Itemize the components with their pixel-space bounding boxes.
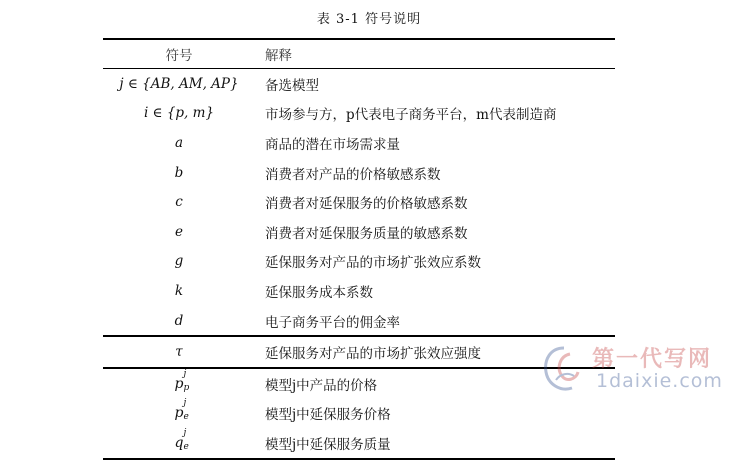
meaning-cell: 消费者对延保服务的价格敏感系数	[265, 196, 468, 213]
meaning-cell: 延保服务成本系数	[265, 284, 373, 301]
symbol-base: q	[174, 434, 184, 451]
table-row	[103, 158, 615, 188]
symbol-cell: e	[175, 223, 183, 240]
meaning-cell: 模型j中延保服务质量	[265, 436, 391, 453]
meaning-cell: 备选模型	[265, 77, 319, 94]
table-row	[103, 306, 615, 336]
symbol-cell	[103, 427, 255, 452]
meaning-cell: 消费者对产品的价格敏感系数	[265, 166, 441, 183]
table-header-row	[103, 40, 615, 68]
meaning-cell: 模型j中产品的价格	[265, 377, 378, 394]
symbol-cell	[103, 398, 255, 423]
symbol-cell: d	[174, 312, 184, 329]
meaning-cell: 消费者对延保服务质量的敏感系数	[265, 225, 468, 242]
meaning-cell: 延保服务对产品的市场扩张效应系数	[265, 255, 481, 272]
symbol-subscript: e	[183, 441, 189, 452]
meaning-cell: 商品的潜在市场需求量	[265, 136, 400, 153]
table-group-2	[103, 337, 615, 367]
table-group-1	[103, 69, 615, 335]
symbol-table	[103, 38, 615, 460]
table-row	[103, 369, 615, 399]
table-row	[103, 337, 615, 367]
table-row	[103, 399, 615, 429]
symbol-cell: g	[174, 253, 184, 270]
table-row	[103, 128, 615, 158]
table-row	[103, 276, 615, 306]
meaning-cell: 模型j中延保服务价格	[265, 407, 391, 424]
bottom-rule	[103, 458, 615, 460]
symbol-cell: k	[174, 282, 184, 299]
meaning-cell: 电子商务平台的佣金率	[265, 314, 400, 331]
symbol-superscript: j	[183, 368, 187, 379]
table-row	[103, 99, 615, 129]
symbol-cell: τ	[175, 344, 183, 361]
symbol-cell: i ∈ {p, m}	[143, 105, 215, 122]
symbol-cell: b	[174, 164, 184, 181]
table-row	[103, 428, 615, 458]
meaning-cell: 市场参与方，p代表电子商务平台，m代表制造商	[265, 107, 557, 124]
watermark	[540, 340, 730, 400]
table-row	[103, 69, 615, 99]
watermark-line-2: 1daixie.com	[596, 370, 723, 392]
symbol-base: p	[174, 375, 184, 392]
swirl-logo-icon	[540, 344, 588, 394]
symbol-subscript: p	[183, 382, 190, 393]
symbol-cell: c	[175, 194, 183, 211]
header-meaning: 解释	[265, 48, 292, 64]
symbol-superscript: j	[183, 427, 187, 438]
symbol-cell: a	[174, 134, 184, 151]
table-group-3	[103, 369, 615, 458]
watermark-line-1: 第一代写网	[592, 347, 713, 372]
meaning-cell: 延保服务对产品的市场扩张效应强度	[265, 346, 481, 363]
table-caption: 表 3-1 符号说明	[316, 12, 422, 27]
symbol-superscript: j	[183, 398, 187, 409]
symbol-cell: j ∈ {AB, AM, AP}	[119, 75, 239, 92]
table-row	[103, 247, 615, 277]
table-row	[103, 187, 615, 217]
symbol-subscript: e	[183, 412, 189, 423]
table-row	[103, 217, 615, 247]
symbol-cell	[103, 368, 255, 393]
header-symbol: 符号	[165, 48, 193, 64]
symbol-base: p	[174, 405, 184, 422]
